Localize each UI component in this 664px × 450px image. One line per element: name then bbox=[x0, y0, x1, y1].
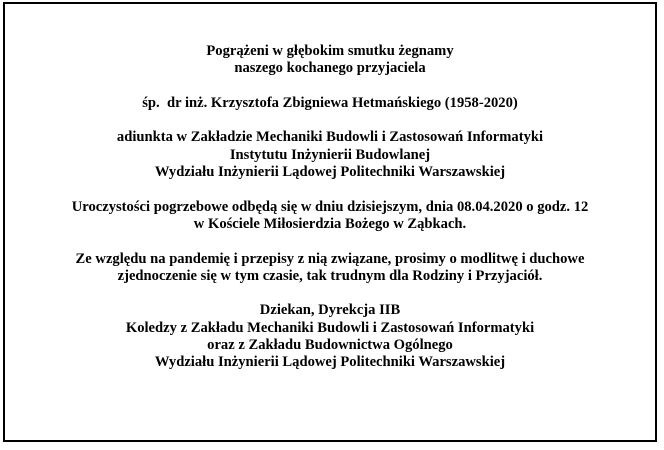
pandemic-line: zjednoczenie się w tym czasie, tak trudnym dla Rodziny i Przyjaciół. bbox=[117, 267, 543, 284]
opening-paragraph bbox=[5, 43, 655, 78]
notice-content bbox=[5, 43, 655, 372]
signatory-line: oraz z Zakładu Budownictwa Ogólnego bbox=[207, 337, 453, 354]
position-line: adiunkta w Zakładzie Mechaniki Budowli i Zastosowań Informatyki bbox=[116, 129, 544, 146]
signatories-paragraph bbox=[5, 302, 655, 371]
signatory-line: Dziekan, Dyrekcja IIB bbox=[259, 302, 401, 319]
opening-line: naszego kochanego przyjaciela bbox=[234, 60, 426, 77]
notice-frame bbox=[3, 2, 657, 442]
funeral-paragraph bbox=[5, 199, 655, 234]
signatory-line: Koledzy z Zakładu Mechaniki Budowli i Zastosowań Informatyki bbox=[125, 319, 535, 336]
position-paragraph bbox=[5, 129, 655, 181]
signatory-line: Wydziału Inżynierii Lądowej Politechniki Warszawskiej bbox=[154, 354, 506, 371]
opening-line: Pogrążeni w głębokim smutku żegnamy bbox=[206, 43, 454, 59]
funeral-line: w Kościele Miłosierdzia Bożego w Ząbkach. bbox=[193, 215, 467, 232]
position-line: Wydziału Inżynierii Lądowej Politechniki Warszawskiej bbox=[154, 164, 506, 181]
deceased-paragraph bbox=[5, 95, 655, 112]
pandemic-paragraph bbox=[5, 251, 655, 286]
position-line: Instytutu Inżynierii Budowlanej bbox=[229, 146, 431, 163]
funeral-line: Uroczystości pogrzebowe odbędą się w dniu dzisiejszym, dnia 08.04.2020 o godz. 12 bbox=[71, 198, 589, 215]
pandemic-line: Ze względu na pandemię i przepisy z nią związane, prosimy o modlitwę i duchowe bbox=[75, 250, 585, 267]
deceased-name: śp. dr inż. Krzysztofa Zbigniewa Hetmańskiego (1958-2020) bbox=[142, 94, 518, 111]
